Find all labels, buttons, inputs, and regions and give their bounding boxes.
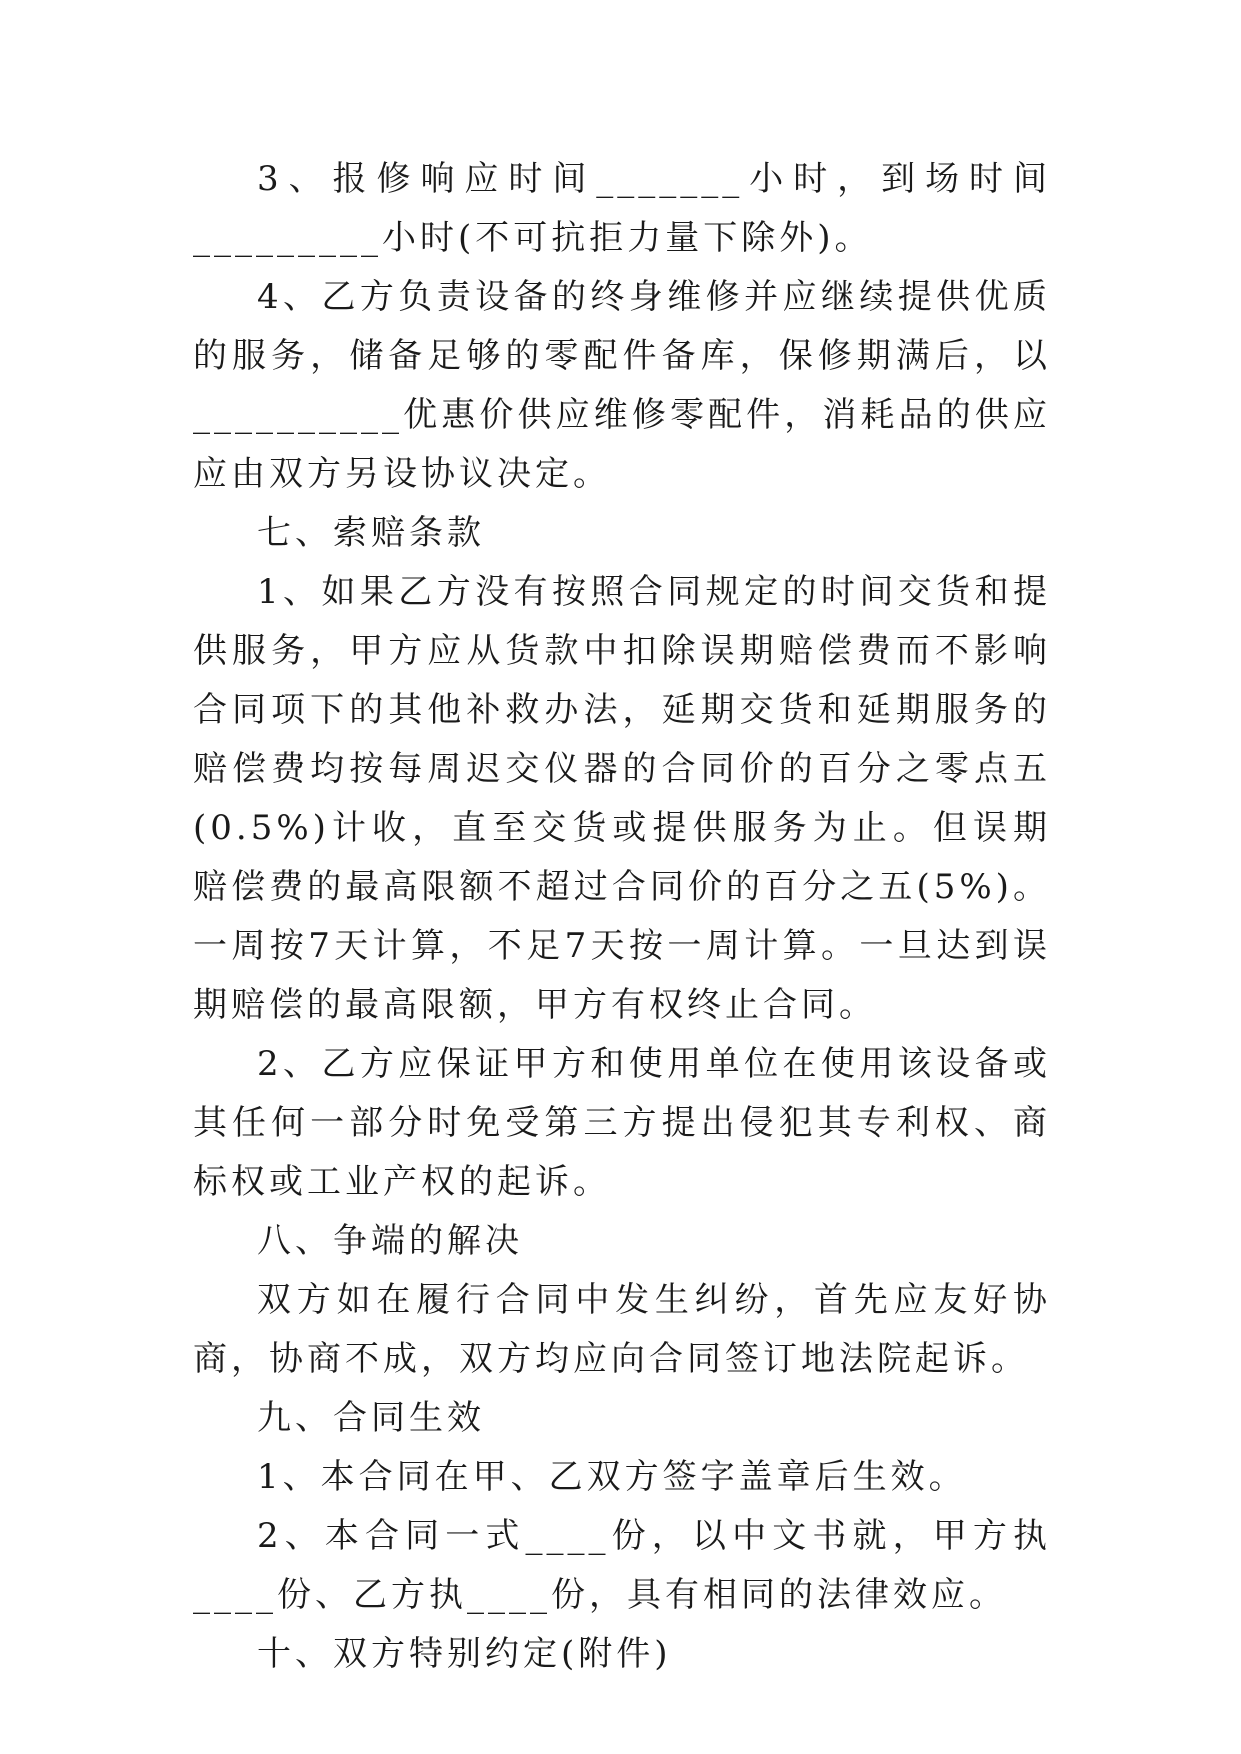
- section-heading-claims: 七、索赔条款: [257, 513, 485, 553]
- document-page: [193, 150, 1051, 1684]
- section-heading-special-agreement: 十、双方特别约定(附件): [257, 1634, 672, 1674]
- section-heading-disputes: 八、争端的解决: [257, 1221, 523, 1261]
- clause-response-time: 3、报修响应时间_______小时，到场时间_________小时(不可抗拒力量下除外)。: [193, 159, 1051, 258]
- clause-effective-on-signing: 1、本合同在甲、乙双方签字盖章后生效。: [257, 1457, 967, 1497]
- section-heading-effectiveness: 九、合同生效: [257, 1398, 485, 1438]
- clause-dispute-resolution: 双方如在履行合同中发生纠纷，首先应友好协商，协商不成，双方均应向合同签订地法院起诉。: [193, 1280, 1051, 1379]
- clause-lifetime-maintenance: 4、乙方负责设备的终身维修并应继续提供优质的服务，储备足够的零配件备库，保修期满后，以__________优惠价供应维修零配件，消耗品的供应应由双方另设协议决定。: [193, 277, 1051, 494]
- clause-delay-compensation: 1、如果乙方没有按照合同规定的时间交货和提供服务，甲方应从货款中扣除误期赔偿费而不影响合同项下的其他补救办法，延期交货和延期服务的赔偿费均按每周迟交仪器的合同价的百分之零点五(0.5%)计收，直至交货或提供服务为止。但误期赔偿费的最高限额不超过合同价的百分之五(5%)。一周按7天计算，不足7天按一周计算。一旦达到误期赔偿的最高限额，甲方有权终止合同。: [193, 572, 1051, 1025]
- clause-ip-protection: 2、乙方应保证甲方和使用单位在使用该设备或其任何一部分时免受第三方提出侵犯其专利权、商标权或工业产权的起诉。: [193, 1044, 1051, 1202]
- clause-copies: 2、本合同一式____份，以中文书就，甲方执____份、乙方执____份，具有相同的法律效应。: [193, 1516, 1051, 1615]
